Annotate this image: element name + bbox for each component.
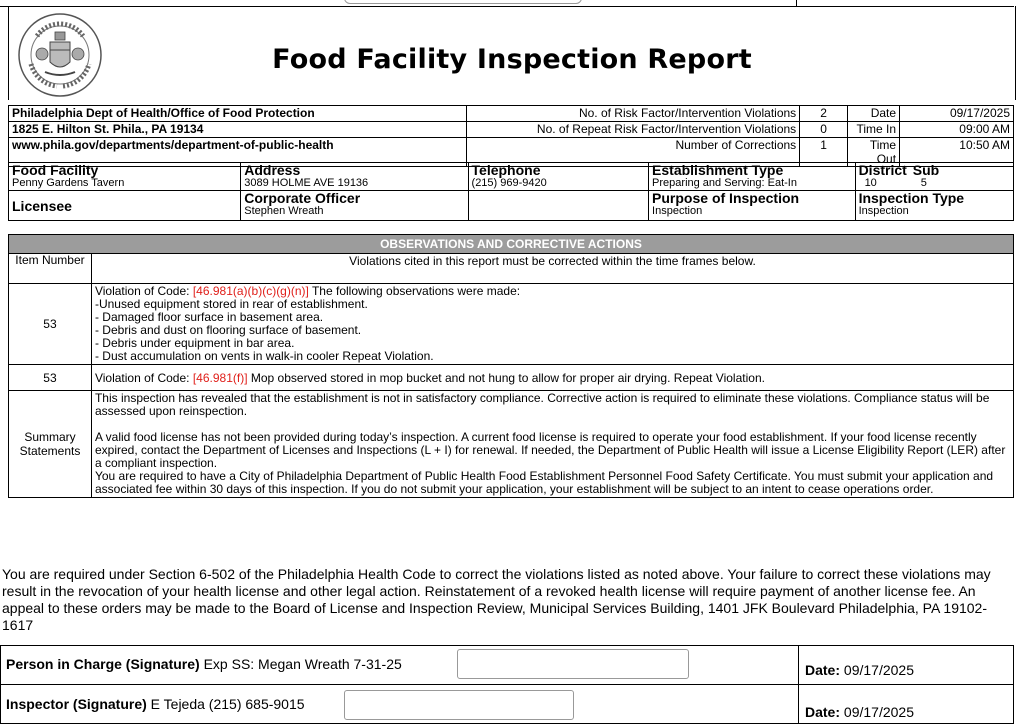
violation-1-line: - Dust accumulation on vents in walk-in cooler Repeat Violation. — [94, 349, 434, 363]
district-value: 10 — [864, 177, 877, 189]
food-facility-value: Penny Gardens Tavern — [12, 177, 125, 189]
inspection-type-value: Inspection — [858, 205, 909, 217]
violation-1-item: 53 — [9, 284, 92, 365]
item-number-header: Item Number — [9, 254, 92, 284]
pic-date-label: Date: — [805, 662, 841, 678]
summary-statements — [91, 391, 1013, 498]
date-value: 09/17/2025 — [900, 106, 1014, 122]
address-label: Address — [244, 162, 301, 178]
violation-1-code: [46.981(a)(b)(c)(g)(n)] — [192, 284, 309, 298]
sub-label: Sub — [912, 162, 940, 178]
person-in-charge-signature-input[interactable] — [457, 649, 689, 679]
inspector-signature-input[interactable] — [344, 690, 574, 720]
pic-date-value: 09/17/2025 — [840, 662, 914, 678]
violation-1-line: - Damaged floor surface in basement area. — [94, 310, 324, 324]
person-in-charge-row — [0, 645, 1014, 685]
address-value: 3089 HOLME AVE 19136 — [244, 177, 369, 189]
food-facility-label: Food Facility — [12, 162, 99, 178]
violation-1-text: The following observations were made: — [308, 284, 521, 298]
person-in-charge-name: Exp SS: Megan Wreath 7-31-25 — [199, 656, 402, 672]
corrections-value: 1 — [800, 138, 848, 167]
report-title: Food Facility Inspection Report — [272, 44, 752, 75]
summary-paragraph: You are required to have a City of Philadelphia Department of Public Health Food Establishment Personnel Food Safety Certificate. You must submit your application and associated fee within 30 days of this inspection. If you do not submit your application, your establishment will be subject to an intent to cease operations order. — [94, 469, 994, 496]
licensee-label: Licensee — [12, 197, 72, 214]
sub-value: 5 — [920, 177, 927, 189]
summary-label: Summary Statements — [9, 391, 92, 498]
violation-2-item: 53 — [9, 365, 92, 391]
signature-divider — [798, 646, 799, 684]
licensee-blank-cell — [468, 191, 649, 221]
time-out-value: 10:50 AM — [900, 138, 1014, 167]
inspector-label: Inspector (Signature) — [6, 696, 147, 712]
time-out-label: Time Out — [848, 138, 900, 167]
agency-address: 1825 E. Hilton St. Phila., PA 19134 — [9, 122, 467, 138]
violation-1-line: - Debris under equipment in bar area. — [94, 336, 295, 350]
time-in-label: Time In — [848, 122, 900, 138]
corporate-officer-label: Corporate Officer — [244, 190, 361, 206]
date-label: Date — [848, 106, 900, 122]
repeat-violations-value: 0 — [800, 122, 848, 138]
observations-table — [8, 234, 1014, 498]
corrections-label: Number of Corrections — [466, 138, 800, 167]
establishment-type-label: Establishment Type — [652, 162, 784, 178]
violation-2 — [91, 365, 1013, 391]
purpose-label: Purpose of Inspection — [652, 190, 800, 206]
violation-1 — [91, 284, 1013, 365]
purpose-value: Inspection — [652, 205, 703, 217]
repeat-violations-label: No. of Repeat Risk Factor/Intervention Violations — [466, 122, 800, 138]
district-label: District — [858, 162, 907, 178]
summary-paragraph: A valid food license has not been provided during today’s inspection. A current food license is required to operate your food establishment. If your food license recently expired, contact the Department of Licenses and Inspections (L + I) for renewal. If needed, the Department of Public Health will issue a License Eligibility Report (LER) after a compliant inspection. — [94, 430, 1006, 470]
violations-note: Violations cited in this report must be corrected within the time frames below. — [91, 254, 1013, 284]
agency-name: Philadelphia Dept of Health/Office of Food Protection — [9, 106, 467, 122]
agency-info-table — [8, 105, 1014, 167]
telephone-label: Telephone — [471, 162, 541, 178]
telephone-value: (215) 969-9420 — [471, 177, 547, 189]
inspection-type-label: Inspection Type — [858, 190, 965, 206]
facility-table — [8, 162, 1014, 221]
violation-2-prefix: Violation of Code: — [94, 370, 193, 385]
person-in-charge-label: Person in Charge (Signature) — [6, 656, 200, 672]
inspector-name: E Tejeda (215) 685-9015 — [146, 696, 305, 712]
inspector-date-label: Date: — [805, 704, 841, 720]
agency-website: www.phila.gov/departments/department-of-public-health — [9, 138, 467, 167]
establishment-type-value: Preparing and Serving: Eat-In — [652, 177, 797, 189]
risk-violations-value: 2 — [800, 106, 848, 122]
risk-violations-label: No. of Risk Factor/Intervention Violations — [466, 106, 800, 122]
report-header — [8, 6, 1016, 100]
inspector-date-value: 09/17/2025 — [840, 704, 914, 720]
violation-2-text: Mop observed stored in mop bucket and not hung to allow for proper air drying. Repeat Violation. — [247, 370, 765, 385]
legal-notice: You are required under Section 6-502 of the Philadelphia Health Code to correct the violations listed as noted above. Your failure to correct these violations may result in the revocation of your health license and other legal action. Reinstatement of a revoked health license will require payment of another license fee. An appeal to these orders may be made to the Board of License and Inspection Review, Municipal Services Building, 1401 JFK Boulevard Philadelphia, PA 19102-1617 — [2, 566, 991, 633]
violation-1-prefix: Violation of Code: — [94, 284, 193, 298]
inspector-row — [0, 684, 1014, 724]
violation-1-line: -Unused equipment stored in rear of establishment. — [94, 297, 368, 311]
observations-banner: OBSERVATIONS AND CORRECTIVE ACTIONS — [9, 235, 1014, 254]
corporate-officer-value: Stephen Wreath — [244, 205, 324, 217]
summary-paragraph: This inspection has revealed that the establishment is not in satisfactory compliance. Corrective action is required to eliminate these violations. Compliance status will be assessed upon reinspection. — [94, 391, 990, 418]
top-field[interactable] — [344, 0, 582, 4]
time-in-value: 09:00 AM — [900, 122, 1014, 138]
violation-1-line: - Debris and dust on flooring surface of basement. — [94, 323, 362, 337]
violation-2-code: [46.981(f)] — [192, 370, 248, 385]
signature-divider — [798, 685, 799, 723]
